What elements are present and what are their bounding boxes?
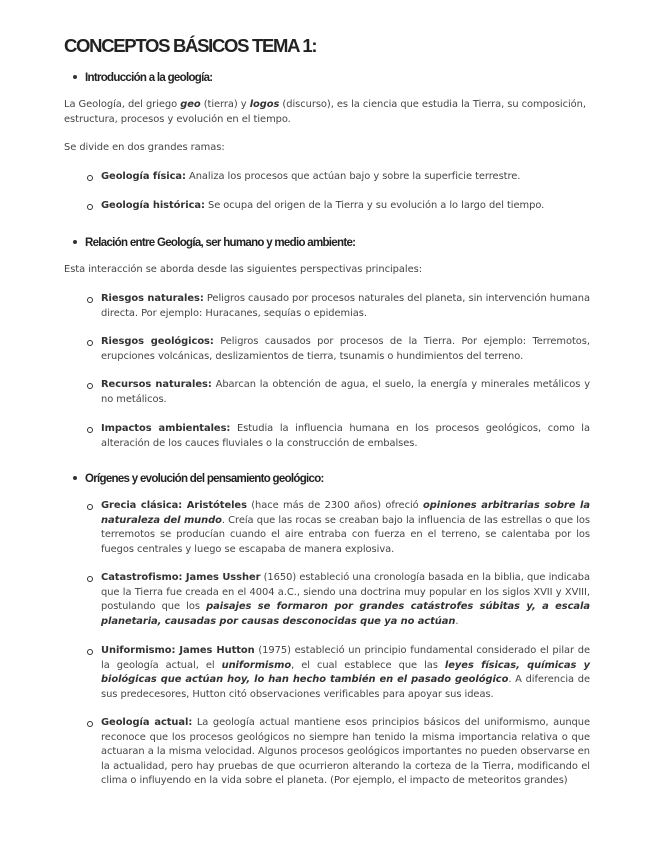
list-item-term: Geología física: — [101, 171, 186, 182]
list-item-riesgos-naturales — [101, 292, 590, 321]
list-item-uniformismo — [101, 644, 590, 702]
section-heading-intro — [64, 72, 212, 84]
list-item-text: Se ocupa del origen de la Tierra y su evolución a lo largo del tiempo. — [204, 200, 545, 211]
emphasis-text: opiniones arbitrarias sobre la naturaleza del mundo — [101, 500, 590, 526]
term-geo: geo — [180, 99, 201, 110]
section-heading-text: Introducción a la geología: — [85, 72, 213, 84]
text-run: , el cual establece que las — [291, 659, 445, 671]
bullet-ring — [87, 175, 93, 181]
list-item-term: Riesgos geológicos: — [101, 336, 214, 347]
section-heading-origins — [64, 473, 324, 485]
list-item-text: Analiza los procesos que actúan bajo y sobre la superficie terrestre. — [185, 171, 521, 182]
text-run: (1650) estableció una cronología basada en la biblia, que indicaba que la Tierra fue creada en el 4004 a.C., siendo una doctrina muy popular en los siglos XVII y XVIII, postulando que los — [101, 572, 590, 613]
list-item-text: Peligros causados por procesos de la Tierra. Por ejemplo: Terremotos, erupciones volcánicas, deslizamientos de tierra, tsunamis o hundimientos del terreno. — [101, 336, 590, 362]
bullet-dot — [73, 240, 77, 244]
list-item-term: Geología histórica: — [101, 200, 205, 211]
list-item-term: Catastrofismo: James Ussher — [101, 572, 261, 583]
bullet-dot — [73, 476, 77, 480]
text-run: La geología actual mantiene esos principios básicos del uniformismo, aunque reconoce que los procesos geológicos no siempre han tenido la misma importancia relativa o que actuaran a la misma velocidad. Algunos procesos geológicos importantes no pueden observarse en la actualidad, pero hay pruebas de que ocurrieron alterando la corteza de la Tierra, modificando el clima o influyendo en la vida sobre el planeta. (Por ejemplo, el impacto de meteoritos grandes) — [101, 717, 590, 787]
emphasis-text: uniformismo — [221, 659, 292, 671]
section-heading-relation — [64, 237, 355, 249]
term-logos: logos — [249, 99, 280, 110]
list-item-riesgos-geologicos — [101, 335, 590, 364]
text-run: . Creía que las rocas se creaban bajo la influencia de las estrellas o que los terremotos se producían cuando el aire entraba con fuerza en el terreno, se calentaba por los fuegos centrales y luego se escapaba de manera explosiva. — [101, 514, 590, 555]
bullet-ring — [87, 383, 93, 389]
bullet-ring — [87, 204, 93, 210]
text-run: La Geología, del griego — [64, 99, 181, 110]
bullet-ring — [87, 427, 93, 433]
text-run: . A diferencia de sus predecesores, Hutton citó observaciones verificables para apoyar sus ideas. — [101, 674, 590, 700]
page-title: CONCEPTOS BÁSICOS TEMA 1: — [64, 35, 317, 56]
paragraph-perspectives-intro: Esta interacción se aborda desde las siguientes perspectivas principales: — [64, 264, 422, 275]
list-item-geologia-fisica — [101, 170, 590, 185]
list-item-term: Uniformismo: James Hutton — [101, 645, 255, 656]
paragraph-branches-intro: Se divide en dos grandes ramas: — [64, 142, 225, 153]
text-run: . — [455, 615, 459, 627]
bullet-dot — [73, 75, 77, 79]
list-item-catastrofismo — [101, 571, 590, 629]
list-item-text: Abarcan la obtención de agua, el suelo, la energía y minerales metálicos y no metálicos. — [101, 379, 590, 405]
section-heading-text: Orígenes y evolución del pensamiento geológico: — [85, 473, 324, 485]
list-item-text: Peligros causado por procesos naturales del planeta, sin intervención humana directa. Por ejemplo: Huracanes, sequías o epidemias. — [101, 293, 590, 319]
text-run: (hace más de 2300 años) ofreció — [246, 500, 423, 511]
list-item-geologia-historica — [101, 199, 590, 214]
bullet-ring — [87, 576, 93, 582]
bullet-ring — [87, 649, 93, 655]
bullet-ring — [87, 721, 93, 727]
text-run: (tierra) y — [200, 99, 250, 110]
paragraph-definition — [64, 98, 590, 127]
bullet-ring — [87, 340, 93, 346]
text-run: (discurso), es la ciencia que estudia la Tierra, su composición, estructura, procesos y evolución en el tiempo. — [64, 99, 586, 125]
bullet-ring — [87, 504, 93, 510]
list-item-grecia-clasica — [101, 499, 590, 557]
list-item-recursos-naturales — [101, 378, 590, 407]
list-item-text: Estudia la influencia humana en los procesos geológicos, como la alteración de los cauces fluviales o la construcción de embalses. — [101, 423, 591, 449]
list-item-term: Recursos naturales: — [101, 379, 212, 390]
bullet-ring — [87, 297, 93, 303]
emphasis-text: leyes físicas, químicas y biológicas que actúan hoy, lo han hecho también en el pasado geológico — [101, 659, 590, 686]
list-item-impactos-ambientales — [101, 422, 590, 451]
section-heading-text: Relación entre Geología, ser humano y medio ambiente: — [85, 237, 356, 249]
list-item-term: Grecia clásica: Aristóteles — [101, 500, 247, 511]
emphasis-text: paisajes se formaron por grandes catástrofes súbitas y, a escala planetaria, causadas por causas desconocidas que ya no actúan — [101, 601, 590, 627]
list-item-term: Riesgos naturales: — [101, 293, 204, 304]
text-run: (1975) estableció un principio fundamental considerado el pilar de la geología actual, el — [101, 645, 590, 671]
list-item-term: Geología actual: — [101, 717, 193, 728]
list-item-term: Impactos ambientales: — [101, 423, 231, 434]
list-item-geologia-actual — [101, 716, 590, 789]
